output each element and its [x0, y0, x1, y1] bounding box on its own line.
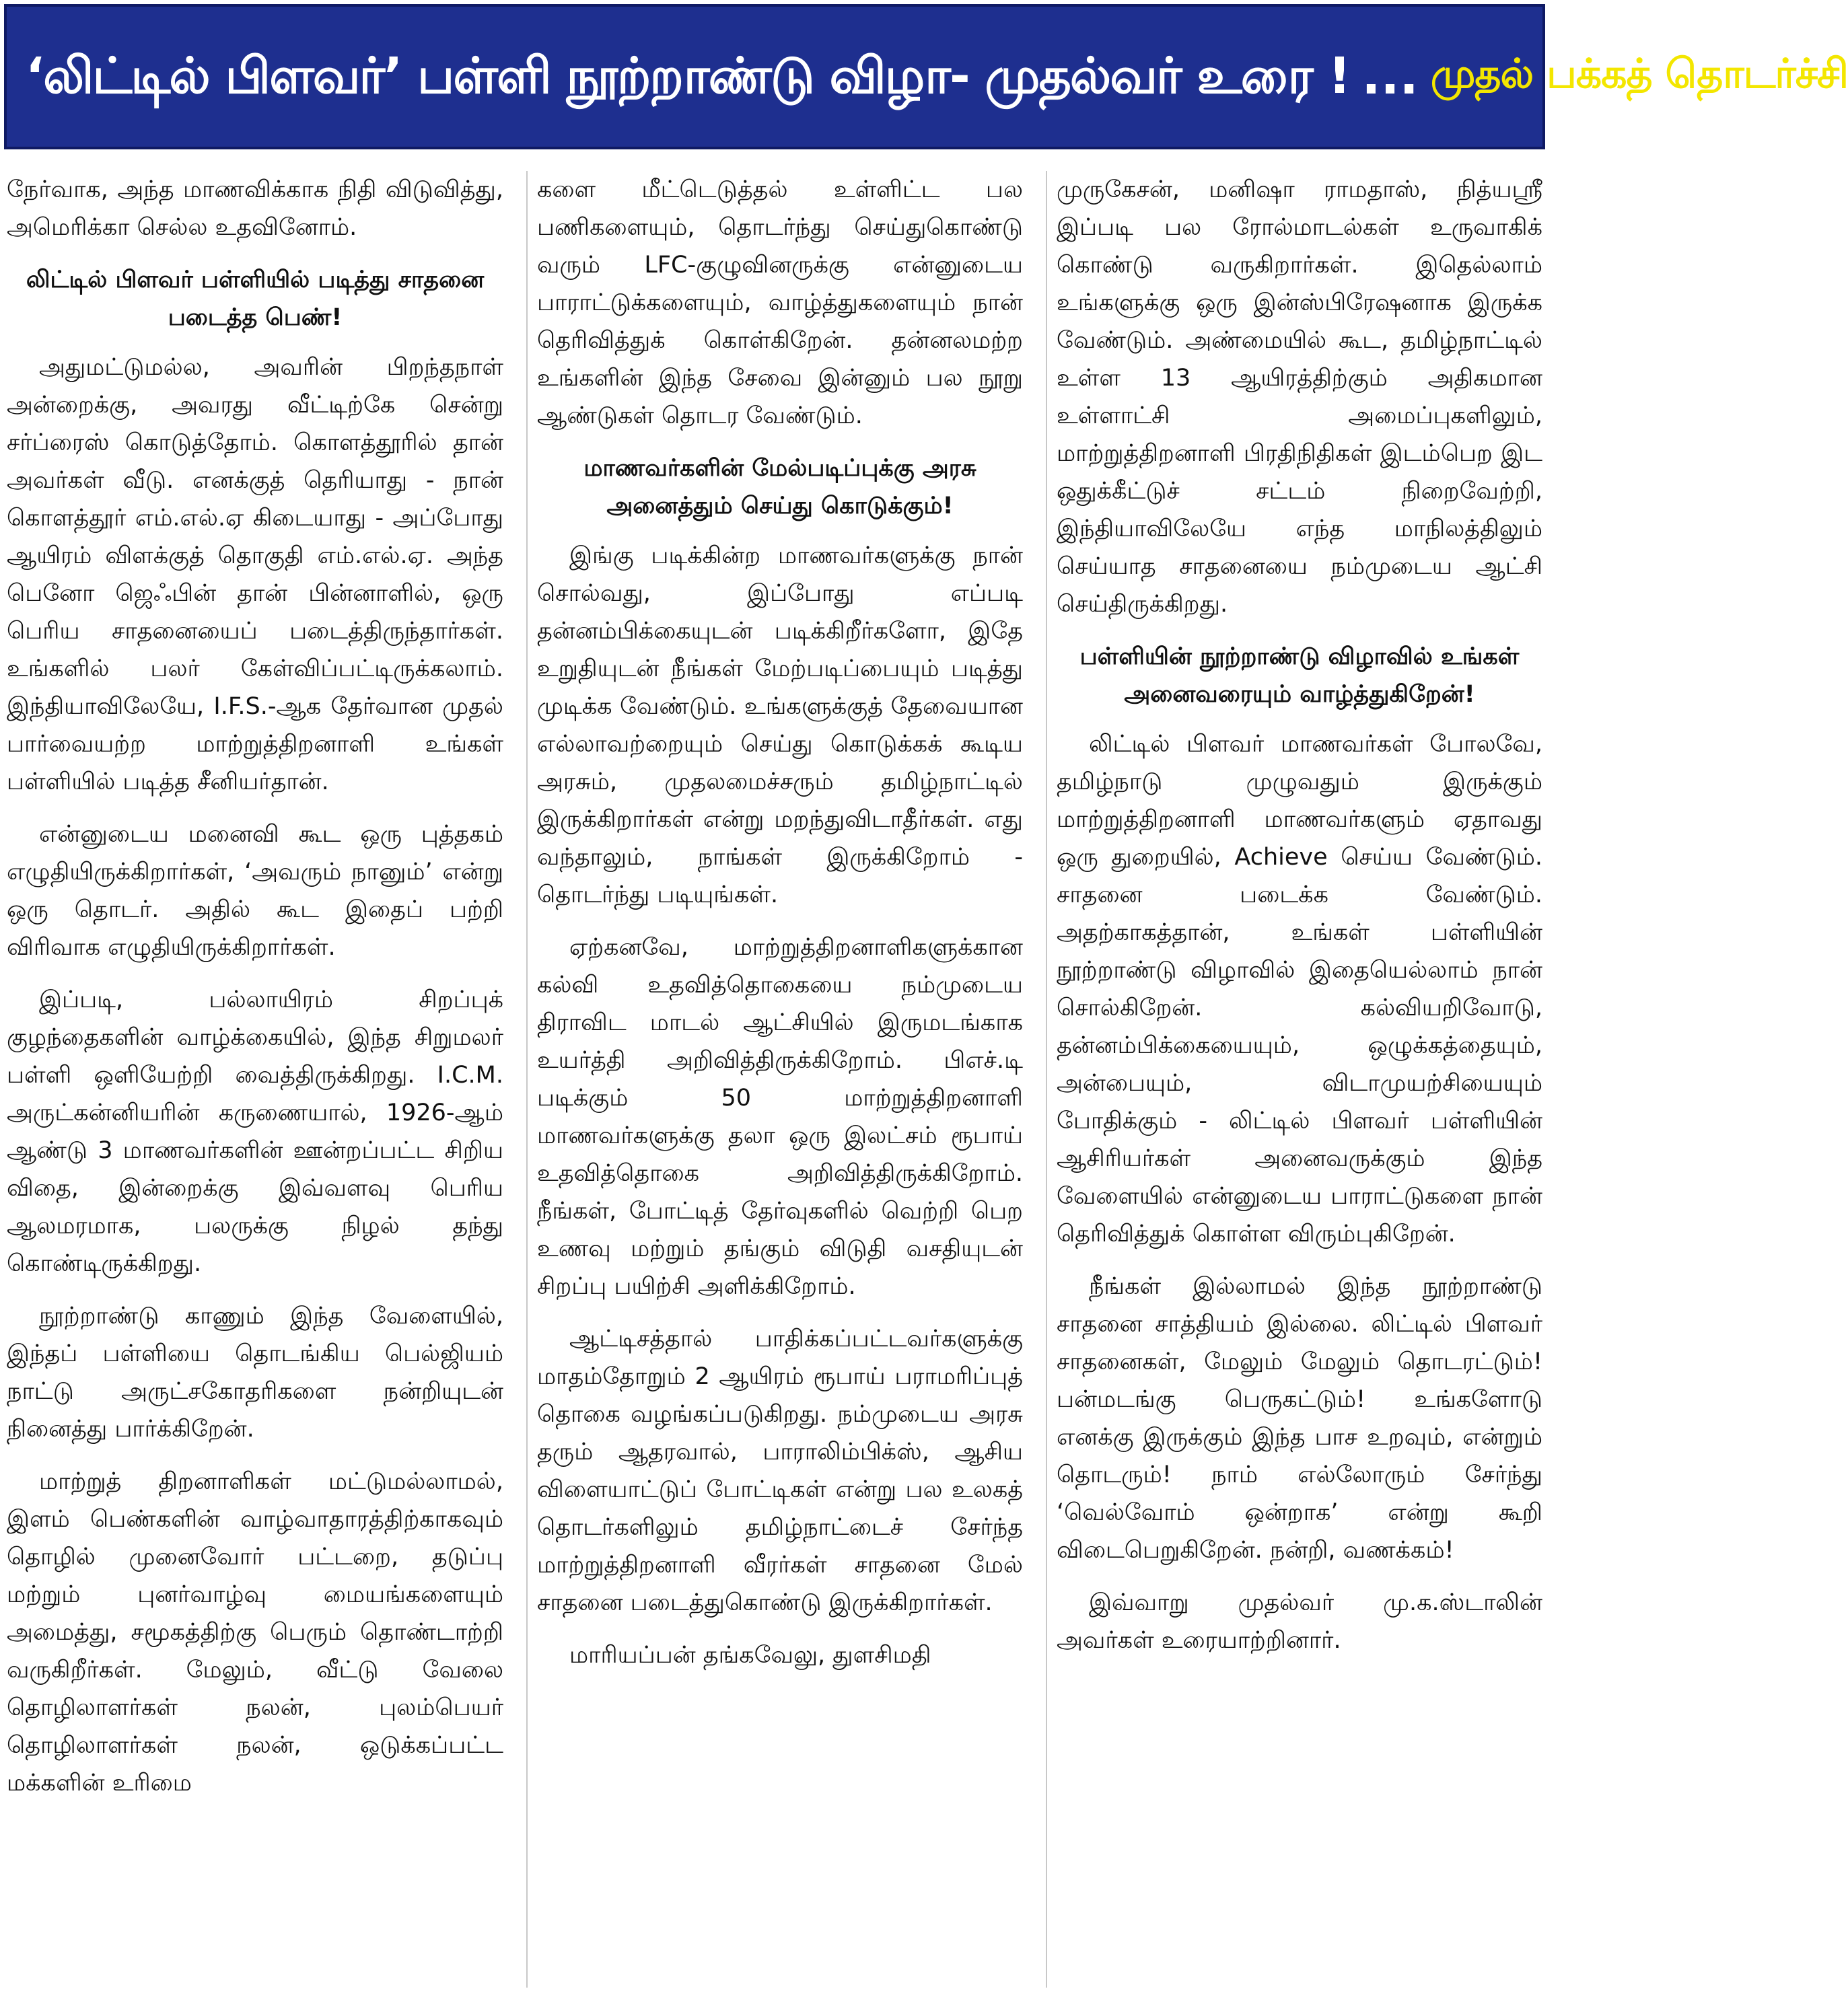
article-paragraph: மாற்றுத் திறனாளிகள் மட்டுமல்லாமல், இளம் பெண்களின் வாழ்வாதாரத்திற்காகவும் தொழில் முனைவோர் பட்டறை, தடுப்பு மற்றும் புனர்வாழ்வு மையங்களையும் அமைத்து, சமூகத்திற்கு பெரும் தொண்டாற்றி வருகிறீர்கள். மேலும், வீட்டு வேலை தொழிலாளர்கள் நலன், புலம்பெயர் தொழிலாளர்கள் நலன், ஒடுக்கப்பட்ட மக்களின் உரிமை [7, 1468, 503, 1797]
article-paragraph: நூற்றாண்டு காணும் இந்த வேளையில், இந்தப் பள்ளியை தொடங்கிய பெல்ஜியம் நாட்டு அருட்சகோதரிகளை நன்றியுடன் நினைத்து பார்க்கிறேன். [7, 1303, 503, 1443]
article-paragraph: நீங்கள் இல்லாமல் இந்த நூற்றாண்டு சாதனை சாத்தியம் இல்லை. லிட்டில் பிளவர் சாதனைகள், மேலும் மேலும் தொடரட்டும்! பன்மடங்கு பெருகட்டும்! உங்களோடு எனக்கு இருக்கும் இந்த பாச உறவும், என்றும் தொடரும்! நாம் எல்லோரும் சேர்ந்து ‘வெல்வோம் ஒன்றாக’ என்று கூறி விடைபெறுகிறேன். நன்றி, வணக்கம்! [1057, 1273, 1542, 1564]
article-paragraph: ஏற்கனவே, மாற்றுத்திறனாளிகளுக்கான கல்வி உதவித்தொகையை நம்முடைய திராவிட மாடல் ஆட்சியில் இருமடங்காக உயர்த்தி அறிவித்திருக்கிறோம். பிஎச்.டி படிக்கும் 50 மாற்றுத்திறனாளி மாணவர்களுக்கு தலா ஒரு இலட்சம் ரூபாய் உதவித்தொகை அறிவித்திருக்கிறோம். நீங்கள், போட்டித் தேர்வுகளில் வெற்றி பெற உணவு மற்றும் தங்கும் விடுதி வசதியுடன் சிறப்பு பயிற்சி அளிக்கிறோம். [537, 934, 1023, 1300]
article-paragraph: அதுமட்டுமல்ல, அவரின் பிறந்தநாள் அன்றைக்கு, அவரது வீட்டிற்கே சென்று சர்ப்ரைஸ் கொடுத்தோம். கொளத்தூரில் தான் அவர்கள் வீடு. எனக்குத் தெரியாது - நான் கொளத்தூர் எம்.எல்.ஏ கிடையாது - அப்போது ஆயிரம் விளக்குத் தொகுதி எம்.எல்.ஏ. அந்த பெனோ ஜெஃபின் தான் பின்னாளில், ஒரு பெரிய சாதனையைப் படைத்திருந்தார்கள். உங்களில் பலர் கேள்விப்பட்டிருக்கலாம். இந்தியாவிலேயே, I.F.S.-ஆக தேர்வான முதல் பார்வையற்ற மாற்றுத்திறனாளி உங்கள் பள்ளியில் படித்த சீனியர்தான். [7, 354, 503, 795]
article-paragraph: ஆட்டிசத்தால் பாதிக்கப்பட்டவர்களுக்கு மாதம்தோறும் 2 ஆயிரம் ரூபாய் பராமரிப்புத் தொகை வழங்கப்படுகிறது. நம்முடைய அரசு தரும் ஆதரவால், பாராலிம்பிக்ஸ், ஆசிய விளையாட்டுப் போட்டிகள் என்று பல உலகத் தொடர்களிலும் தமிழ்நாட்டைச் சேர்ந்த மாற்றுத்திறனாளி வீரர்கள் சாதனை மேல் சாதனை படைத்துகொண்டு இருக்கிறார்கள். [537, 1326, 1023, 1616]
article-paragraph: லிட்டில் பிளவர் மாணவர்கள் போலவே, தமிழ்நாடு முழுவதும் இருக்கும் மாற்றுத்திறனாளி மாணவர்களும் ஏதாவது ஒரு துறையில், Achieve செய்ய வேண்டும். சாதனை படைக்க வேண்டும். அதற்காகத்தான், உங்கள் பள்ளியின் நூற்றாண்டு விழாவில் இதையெல்லாம் நான் சொல்கிறேன். கல்வியறிவோடு, தன்னம்பிக்கையையும், ஒழுக்கத்தையும், அன்பையும், விடாமுயற்சியையும் போதிக்கும் - லிட்டில் பிளவர் பள்ளியின் ஆசிரியர்கள் அனைவருக்கும் இந்த வேளையில் என்னுடைய பாராட்டுகளை நான் தெரிவித்துக் கொள்ள விரும்புகிறேன். [1057, 731, 1542, 1247]
article-column-2 [526, 171, 1023, 1988]
article-paragraph: என்னுடைய மனைவி கூட ஒரு புத்தகம் எழுதியிருக்கிறார்கள், ‘அவரும் நானும்’ என்று ஒரு தொடர். அதில் கூட இதைப் பற்றி விரிவாக எழுதியிருக்கிறார்கள். [7, 821, 503, 961]
article-paragraph: இவ்வாறு முதல்வர் மு.க.ஸ்டாலின் அவர்கள் உரையாற்றினார். [1057, 1589, 1542, 1654]
article-paragraph: முருகேசன், மனிஷா ராமதாஸ், நித்யஸ்ரீ இப்படி பல ரோல்மாடல்கள் உருவாகிக் கொண்டு வருகிறார்கள். இதெல்லாம் உங்களுக்கு ஒரு இன்ஸ்பிரேஷனாக இருக்க வேண்டும். அண்மையில் கூட, தமிழ்நாட்டில் உள்ள 13 ஆயிரத்திற்கும் அதிகமான உள்ளாட்சி அமைப்புகளிலும், மாற்றுத்திறனாளி பிரதிநிதிகள் இடம்பெற இட ஒதுக்கீட்டுச் சட்டம் நிறைவேற்றி, இந்தியாவிலேயே எந்த மாநிலத்திலும் செய்யாத சாதனையை நம்முடைய ஆட்சி செய்திருக்கிறது. [1057, 176, 1542, 618]
subheading: பள்ளியின் நூற்றாண்டு விழாவில் உங்கள் அனைவரையும் வாழ்த்துகிறேன்! [1079, 643, 1520, 708]
continued-from-front-page-label: முதல் பக்கத் தொடர்ச்சி [1430, 50, 1848, 98]
article-column-1 [7, 171, 503, 1988]
subheading: லிட்டில் பிளவர் பள்ளியில் படித்து சாதனை படைத்த பெண்! [26, 266, 485, 331]
headline-title: ‘லிட்டில் பிளவர்’ பள்ளி நூற்றாண்டு விழா- முதல்வர் உரை ! [26, 47, 1350, 106]
subheading: மாணவர்களின் மேல்படிப்புக்கு அரசு அனைத்தும் செய்து கொடுக்கும்! [583, 455, 976, 519]
headline-banner [4, 4, 1848, 149]
article-paragraph: இப்படி, பல்லாயிரம் சிறப்புக் குழந்தைகளின் வாழ்க்கையில், இந்த சிறுமலர் பள்ளி ஒளியேற்றி வைத்திருக்கிறது. I.C.M. அருட்கன்னியரின் கருணையால், 1926-ஆம் ஆண்டு 3 மாணவர்களின் ஊன்றப்பட்ட சிறிய விதை, இன்றைக்கு இவ்வளவு பெரிய ஆலமரமாக, பலருக்கு நிழல் தந்து கொண்டிருக்கிறது. [7, 986, 503, 1277]
headline-ellipsis: ... [1361, 48, 1419, 106]
article-paragraph: களை மீட்டெடுத்தல் உள்ளிட்ட பல பணிகளையும், தொடர்ந்து செய்துகொண்டு வரும் LFC-குழுவினருக்கு என்னுடைய பாராட்டுக்களையும், வாழ்த்துகளையும் நான் தெரிவித்துக் கொள்கிறேன். தன்னலமற்ற உங்களின் இந்த சேவை இன்னும் பல நூறு ஆண்டுகள் தொடர வேண்டும். [537, 176, 1023, 429]
article-columns [7, 171, 1542, 1988]
article-column-3 [1046, 171, 1542, 1988]
article-paragraph: மாரியப்பன் தங்கவேலு, துளசிமதி [569, 1642, 931, 1669]
article-paragraph: இங்கு படிக்கின்ற மாணவர்களுக்கு நான் சொல்வது, இப்போது எப்படி தன்னம்பிக்கையுடன் படிக்கிறீர்களோ, இதே உறுதியுடன் நீங்கள் மேற்படிப்பையும் படித்து முடிக்க வேண்டும். உங்களுக்குத் தேவையான எல்லாவற்றையும் செய்து கொடுக்கக் கூடிய அரசும், முதலமைச்சரும் தமிழ்நாட்டில் இருக்கிறார்கள் என்று மறந்துவிடாதீர்கள். எது வந்தாலும், நாங்கள் இருக்கிறோம் - தொடர்ந்து படியுங்கள். [537, 542, 1023, 908]
article-paragraph: நேர்வாக, அந்த மாணவிக்காக நிதி விடுவித்து, அமெரிக்கா செல்ல உதவினோம். [7, 176, 503, 241]
